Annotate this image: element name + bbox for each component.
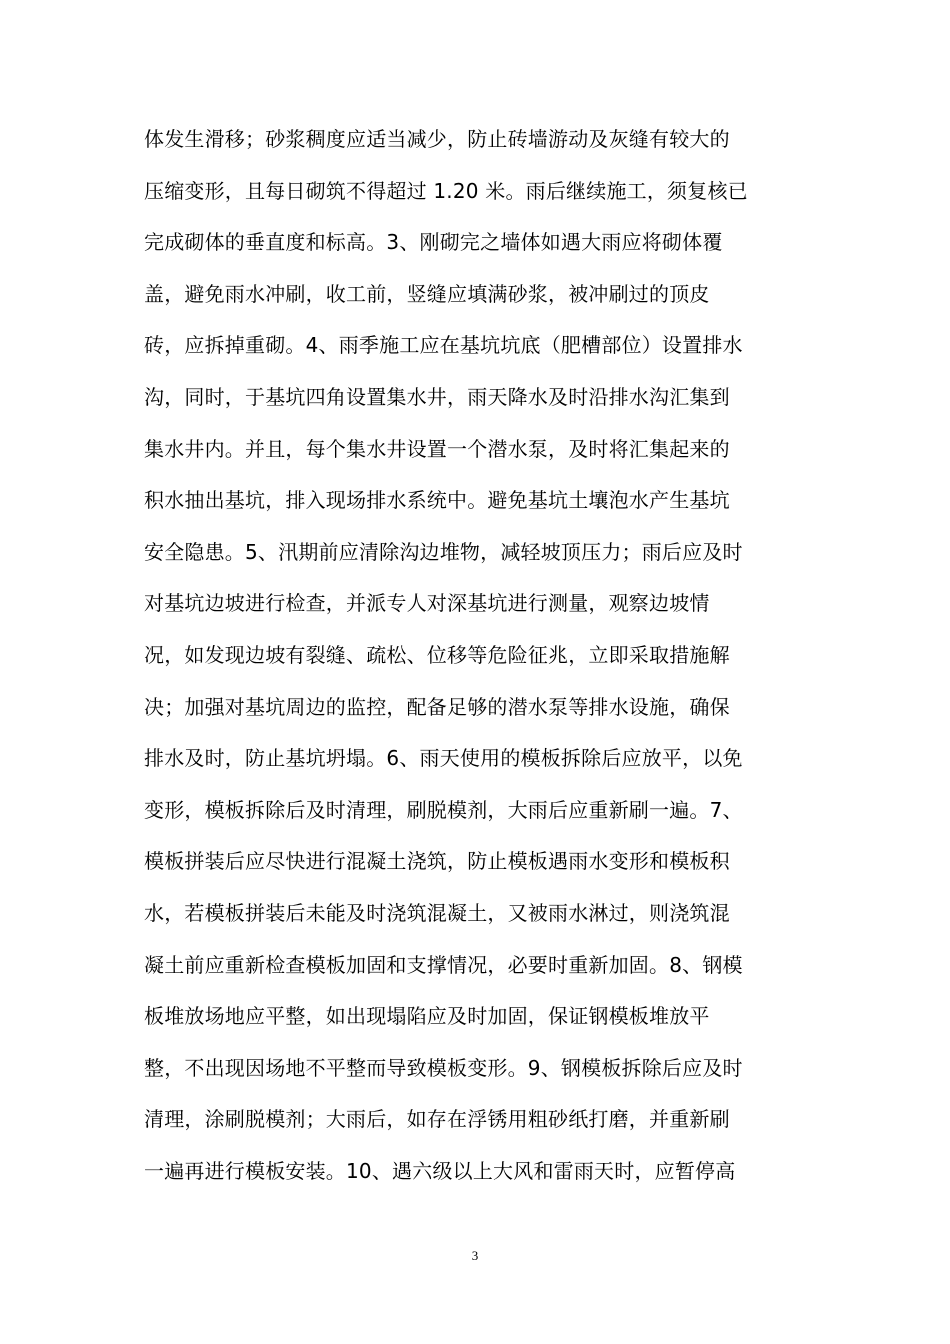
page-number: 3 (471, 1248, 479, 1263)
text-line: 一遍再进行模板安装。10、遇六级以上大风和雷雨天时，应暂停高 (144, 1158, 736, 1183)
text-line: 况，如发现边坡有裂缝、疏松、位移等危险征兆，立即采取措施解 (144, 642, 730, 667)
text-line: 对基坑边坡进行检查，并派专人对深基坑进行测量，观察边坡情 (144, 591, 710, 616)
text-line: 体发生滑移；砂浆稠度应适当减少，防止砖墙游动及灰缝有较大的 (144, 127, 730, 151)
text-line: 压缩变形，且每日砌筑不得超过 1.20 米。雨后继续施工，须复核已 (144, 178, 748, 203)
text-line: 排水及时，防止基坑坍塌。6、雨天使用的模板拆除后应放平，以免 (144, 746, 743, 771)
text-line: 整，不出现因场地不平整而导致模板变形。9、钢模板拆除后应及时 (144, 1055, 743, 1080)
text-line: 决；加强对基坑周边的监控，配备足够的潜水泵等排水设施，确保 (144, 694, 730, 719)
text-line: 盖，避免雨水冲刷，收工前，竖缝应填满砂浆，被冲刷过的顶皮 (144, 281, 710, 306)
text-line: 积水抽出基坑，排入现场排水系统中。避免基坑土壤泡水产生基坑 (144, 488, 730, 513)
text-line: 完成砌体的垂直度和标高。3、刚砌完之墙体如遇大雨应将砌体覆 (144, 230, 723, 255)
body-text (144, 114, 814, 1197)
text-line: 砖，应拆掉重砌。4、雨季施工应在基坑坑底（肥槽部位）设置排水 (144, 333, 743, 358)
text-line: 变形，模板拆除后及时清理，刷脱模剂，大雨后应重新刷一遍。7、 (144, 797, 743, 822)
text-line: 水，若模板拼装后未能及时浇筑混凝土，又被雨水淋过，则浇筑混 (144, 900, 730, 925)
text-line: 沟，同时，于基坑四角设置集水井，雨天降水及时沿排水沟汇集到 (144, 384, 730, 409)
text-line: 板堆放场地应平整，如出现塌陷应及时加固，保证钢模板堆放平 (144, 1004, 710, 1029)
text-line: 集水井内。并且，每个集水井设置一个潜水泵，及时将汇集起来的 (144, 436, 730, 461)
text-line: 安全隐患。5、汛期前应清除沟边堆物，减轻坡顶压力；雨后应及时 (144, 539, 743, 564)
text-line: 凝土前应重新检查模板加固和支撑情况，必要时重新加固。8、钢模 (144, 952, 743, 977)
text-line: 模板拼装后应尽快进行混凝土浇筑，防止模板遇雨水变形和模板积 (144, 849, 730, 874)
text-line: 清理，涂刷脱模剂；大雨后，如存在浮锈用粗砂纸打磨，并重新刷 (144, 1107, 730, 1132)
